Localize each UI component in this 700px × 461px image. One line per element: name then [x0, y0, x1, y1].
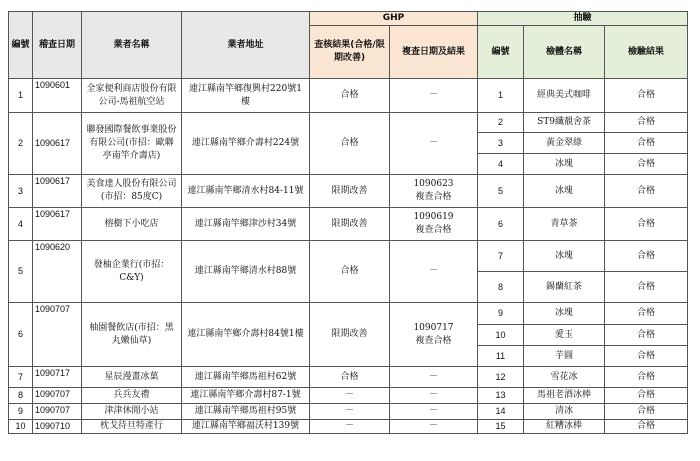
row-vendor: 星辰漫畫冰菓	[82, 367, 182, 388]
row-address: 連江縣南竿鄉馬祖村95號	[182, 404, 310, 420]
row-address: 連江縣南竿鄉介壽村84號1樓	[182, 303, 310, 367]
sample-result: 合格	[605, 388, 688, 404]
table-row	[9, 79, 688, 113]
row-vendor: 津津休閒小站	[82, 404, 182, 420]
table-row	[9, 388, 688, 404]
sample-item: 冰塊	[524, 154, 605, 175]
sample-no: 14	[478, 404, 524, 420]
row-date: 1090710	[33, 420, 82, 434]
header-sample-result: 檢驗結果	[605, 26, 688, 79]
row-vendor: 柚園餐飲店(市招：黑丸嫩仙草)	[82, 303, 182, 367]
table-row	[9, 367, 688, 388]
sample-item: 芋圓	[524, 346, 605, 367]
sample-no: 4	[478, 154, 524, 175]
sample-result: 合格	[605, 325, 688, 346]
recheck-result: 複查合格	[415, 192, 452, 202]
table-row	[9, 175, 688, 208]
row-ghp-result: 限期改善	[310, 208, 390, 241]
row-date: 1090707	[33, 388, 82, 404]
row-address: 連江縣南竿鄉福沃村139號	[182, 420, 310, 434]
sample-item: 清冰	[524, 404, 605, 420]
table-row	[9, 208, 688, 241]
sample-item: ST9纖靚舍茶	[524, 113, 605, 133]
row-recheck: －	[390, 367, 478, 388]
row-no: 1	[9, 79, 33, 113]
row-address: 連江縣南竿鄉馬祖村62號	[182, 367, 310, 388]
row-vendor: 聯發國際餐飲事業股份有限公司(市招：歐聯亭南竿介壽店)	[82, 113, 182, 175]
row-no: 5	[9, 241, 33, 303]
row-no: 3	[9, 175, 33, 208]
row-date: 1090620	[33, 241, 82, 303]
header-sample-item: 檢體名稱	[524, 26, 605, 79]
table-row	[9, 241, 688, 272]
row-vendor: 發柚企業行(市招：C&Y)	[82, 241, 182, 303]
sample-no: 9	[478, 303, 524, 325]
sample-result: 合格	[605, 79, 688, 113]
sample-result: 合格	[605, 346, 688, 367]
table-row	[9, 420, 688, 434]
sample-item: 冰塊	[524, 241, 605, 272]
row-ghp-result: 合格	[310, 79, 390, 113]
sample-result: 合格	[605, 154, 688, 175]
header-sampling: 抽驗	[478, 12, 688, 26]
sample-item: 青草茶	[524, 208, 605, 241]
sample-item: 雪花冰	[524, 367, 605, 388]
row-recheck: －	[390, 113, 478, 175]
inspection-table	[8, 11, 688, 434]
row-no: 7	[9, 367, 33, 388]
sample-no: 8	[478, 272, 524, 303]
row-recheck: －	[390, 241, 478, 303]
row-recheck: －	[390, 420, 478, 434]
row-address: 連江縣南竿鄉清水村88號	[182, 241, 310, 303]
sample-no: 13	[478, 388, 524, 404]
sample-result: 合格	[605, 208, 688, 241]
sample-result: 合格	[605, 420, 688, 434]
row-date: 1090617	[33, 175, 82, 208]
row-no: 2	[9, 113, 33, 175]
sample-result: 合格	[605, 133, 688, 154]
row-ghp-result: －	[310, 404, 390, 420]
table-row	[9, 303, 688, 325]
row-vendor: 美食達人股份有限公司(市招：85度C)	[82, 175, 182, 208]
row-vendor: 全家便利商店股份有限公司-馬祖航空站	[82, 79, 182, 113]
row-recheck	[390, 303, 478, 367]
header-ghp-result: 查核結果(合格/限期改善)	[310, 26, 390, 79]
sample-result: 合格	[605, 241, 688, 272]
header-ghp-recheck: 複查日期及結果	[390, 26, 478, 79]
recheck-result: 複查合格	[415, 335, 452, 346]
row-address: 連江縣南竿鄉津沙村34號	[182, 208, 310, 241]
sample-no: 2	[478, 113, 524, 133]
row-date: 1090707	[33, 404, 82, 420]
sample-result: 合格	[605, 404, 688, 420]
sample-result: 合格	[605, 272, 688, 303]
row-ghp-result: 合格	[310, 367, 390, 388]
row-date: 1090617	[33, 208, 82, 241]
row-ghp-result: 合格	[310, 241, 390, 303]
sample-no: 7	[478, 241, 524, 272]
row-recheck: －	[390, 388, 478, 404]
inspection-table-container	[8, 11, 688, 434]
row-vendor: 兵兵友禮	[82, 388, 182, 404]
table-row	[9, 404, 688, 420]
sample-no: 15	[478, 420, 524, 434]
row-address: 連江縣南竿鄉介壽村224號	[182, 113, 310, 175]
row-no: 8	[9, 388, 33, 404]
row-ghp-result: 限期改善	[310, 303, 390, 367]
sample-no: 10	[478, 325, 524, 346]
row-ghp-result: －	[310, 388, 390, 404]
sample-no: 11	[478, 346, 524, 367]
table-row	[9, 113, 688, 133]
row-vendor: 枕戈待旦特產行	[82, 420, 182, 434]
row-recheck	[390, 175, 478, 208]
row-no: 6	[9, 303, 33, 367]
row-date: 1090707	[33, 303, 82, 367]
row-ghp-result: 限期改善	[310, 175, 390, 208]
sample-item: 紅糟冰棒	[524, 420, 605, 434]
sample-item: 經典美式咖啡	[524, 79, 605, 113]
row-date: 1090601	[33, 79, 82, 113]
sample-no: 6	[478, 208, 524, 241]
sample-no: 3	[478, 133, 524, 154]
row-recheck: －	[390, 404, 478, 420]
header-vendor: 業者名稱	[82, 12, 182, 79]
row-no: 4	[9, 208, 33, 241]
header-address: 業者地址	[182, 12, 310, 79]
row-recheck	[390, 208, 478, 241]
row-no: 10	[9, 420, 33, 434]
row-ghp-result: －	[310, 420, 390, 434]
row-address: 連江縣南竿鄉清水村84-11號	[182, 175, 310, 208]
sample-no: 1	[478, 79, 524, 113]
row-ghp-result: 合格	[310, 113, 390, 175]
recheck-date: 1090717	[413, 322, 454, 333]
recheck-result: 複查合格	[415, 225, 452, 235]
header-no: 編號	[9, 12, 33, 79]
sample-result: 合格	[605, 303, 688, 325]
sample-no: 12	[478, 367, 524, 388]
row-recheck: －	[390, 79, 478, 113]
sample-item: 冰塊	[524, 303, 605, 325]
sample-item: 錫蘭紅茶	[524, 272, 605, 303]
row-address: 連江縣南竿鄉介壽村87-1號	[182, 388, 310, 404]
sample-item: 愛玉	[524, 325, 605, 346]
row-address: 連江縣南竿鄉復興村220號1樓	[182, 79, 310, 113]
recheck-date: 1090619	[413, 212, 454, 222]
sample-no: 5	[478, 175, 524, 208]
sample-item: 冰塊	[524, 175, 605, 208]
row-no: 9	[9, 404, 33, 420]
row-date: 1090717	[33, 367, 82, 388]
row-vendor: 榕樹下小吃店	[82, 208, 182, 241]
row-date: 1090617	[33, 113, 82, 175]
recheck-date: 1090623	[413, 179, 454, 189]
header-ghp: GHP	[310, 12, 478, 26]
sample-result: 合格	[605, 367, 688, 388]
sample-result: 合格	[605, 175, 688, 208]
sample-item: 馬祖老酒冰棒	[524, 388, 605, 404]
header-sample-no: 編號	[478, 26, 524, 79]
header-date: 稽查日期	[33, 12, 82, 79]
sample-item: 黃金翠綠	[524, 133, 605, 154]
sample-result: 合格	[605, 113, 688, 133]
